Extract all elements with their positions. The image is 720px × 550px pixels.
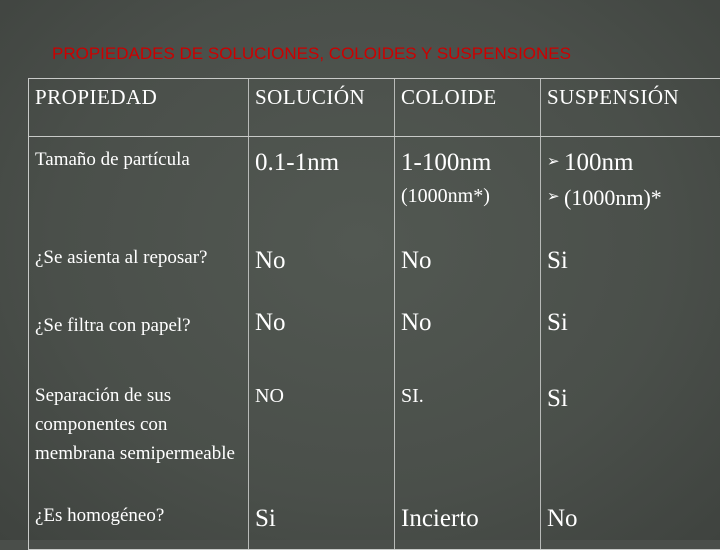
header-coloide: COLOIDE <box>395 79 541 137</box>
coloide-cell: No <box>395 305 541 377</box>
suspension-cell <box>541 137 720 238</box>
suspension-item <box>547 145 715 181</box>
property-cell: Tamaño de partícula <box>29 137 249 238</box>
property-cell: ¿Se asienta al reposar? <box>29 237 249 305</box>
suspension-item <box>547 181 715 213</box>
property-cell: Separación de sus componentes con membrana semipermeable <box>29 377 249 497</box>
table-row <box>29 137 720 238</box>
arrow-bullet-icon: ➢ <box>547 146 564 176</box>
table-row <box>29 305 720 377</box>
solucion-cell: No <box>249 237 395 305</box>
suspension-cell: Si <box>541 305 720 377</box>
table-row <box>29 497 720 550</box>
coloide-cell: Incierto <box>395 497 541 550</box>
table-header-row <box>29 79 720 137</box>
coloide-cell <box>395 137 541 238</box>
property-cell: ¿Es homogéneo? <box>29 497 249 550</box>
solucion-cell: No <box>249 305 395 377</box>
header-solucion: SOLUCIÓN <box>249 79 395 137</box>
solucion-cell: NO <box>249 377 395 497</box>
table-row <box>29 377 720 497</box>
table-row <box>29 237 720 305</box>
solucion-cell: 0.1-1nm <box>249 137 395 238</box>
solucion-cell: Si <box>249 497 395 550</box>
header-suspension: SUSPENSIÓN <box>541 79 720 137</box>
suspension-value-line2: (1000nm)* <box>564 185 662 210</box>
suspension-cell: Si <box>541 237 720 305</box>
coloide-cell: SI. <box>395 377 541 497</box>
coloide-cell: No <box>395 237 541 305</box>
coloide-value-line1: 1-100nm <box>401 149 491 176</box>
property-cell: ¿Se filtra con papel? <box>29 305 249 377</box>
arrow-bullet-icon: ➢ <box>547 181 564 211</box>
slide-title: PROPIEDADES DE SOLUCIONES, COLOIDES Y SUSPENSIONES <box>52 44 692 64</box>
coloide-value-line2: (1000nm*) <box>401 185 490 207</box>
suspension-cell: No <box>541 497 720 550</box>
properties-table <box>28 78 720 550</box>
header-propiedad: PROPIEDAD <box>29 79 249 137</box>
suspension-value-line1: 100nm <box>564 149 633 176</box>
suspension-cell: Si <box>541 377 720 497</box>
